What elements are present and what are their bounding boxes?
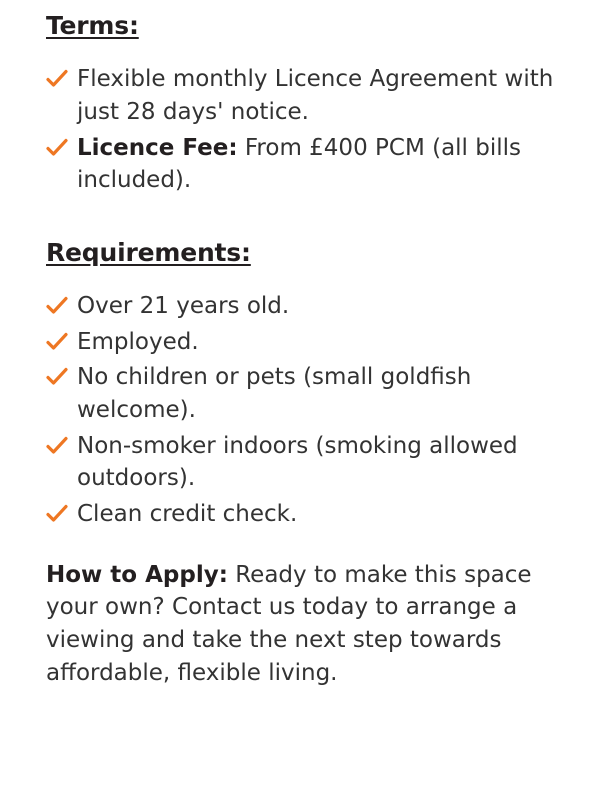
list-item <box>46 132 558 197</box>
list-item-emphasis: Licence Fee: <box>77 134 238 161</box>
how-to-apply-text: Ready to make this space your own? Contact us today to arrange a viewing and take the next step towards affordable, flexible living. <box>46 561 532 686</box>
check-icon <box>46 435 68 457</box>
requirements-list <box>46 290 558 531</box>
list-item-label: Flexible monthly Licence Agreement with just 28 days' notice. <box>77 66 554 125</box>
check-icon <box>46 68 68 90</box>
list-item <box>46 63 558 128</box>
list-item-label: Employed. <box>77 328 199 355</box>
list-item <box>46 498 558 531</box>
requirements-heading: Requirements: <box>46 237 251 267</box>
list-item-label: Over 21 years old. <box>77 293 290 320</box>
check-icon <box>46 366 68 388</box>
list-item <box>46 290 558 323</box>
check-icon <box>46 137 68 159</box>
how-to-apply-paragraph <box>46 559 558 690</box>
list-item-label: Non-smoker indoors (smoking allowed outdoors). <box>77 432 518 492</box>
list-item <box>46 326 558 359</box>
list-item-label: No children or pets (small goldfish welcome). <box>77 364 472 424</box>
check-icon <box>46 503 68 525</box>
check-icon <box>46 295 68 317</box>
list-item <box>46 361 558 426</box>
terms-list <box>46 63 558 197</box>
how-to-apply-lead: How to Apply: <box>46 561 228 588</box>
list-item-label: Clean credit check. <box>77 501 298 528</box>
list-item <box>46 430 558 495</box>
terms-heading: Terms: <box>46 11 139 40</box>
check-icon <box>46 331 68 353</box>
list-item-label: From £400 PCM (all bills included). <box>77 134 522 194</box>
